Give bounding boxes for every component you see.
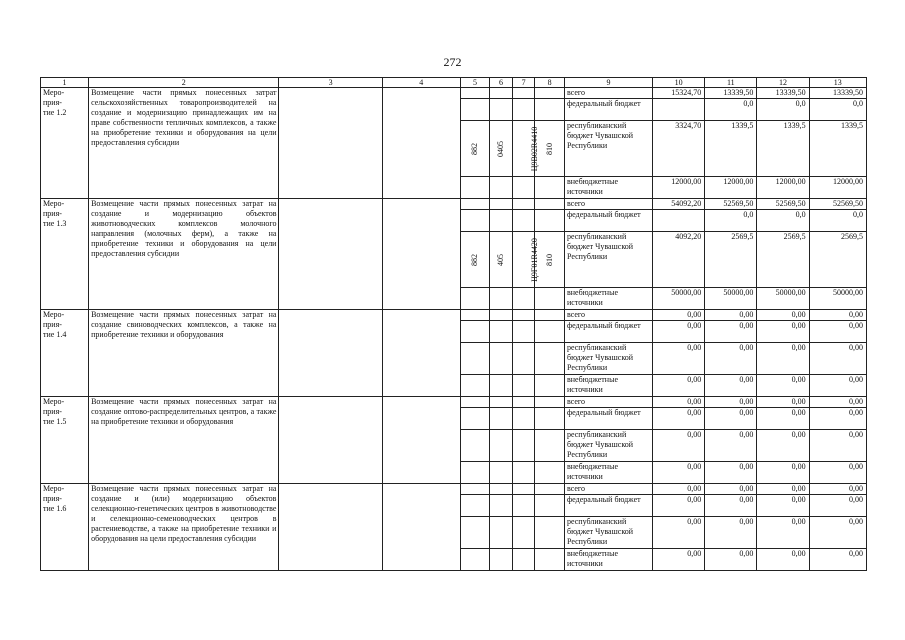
amount-cell: 0,00 bbox=[653, 549, 705, 571]
table-row bbox=[41, 397, 867, 408]
amount-cell: 0,00 bbox=[705, 462, 757, 484]
amount-cell bbox=[653, 210, 705, 232]
code-cell-rzpr bbox=[490, 288, 513, 310]
amount-cell: 0,00 bbox=[757, 310, 809, 321]
code-cell-rzpr bbox=[490, 343, 513, 375]
column-number: 10 bbox=[653, 78, 705, 88]
budget-table bbox=[40, 77, 867, 571]
column-number: 11 bbox=[705, 78, 757, 88]
table-body bbox=[41, 78, 867, 571]
code-cell-grbs bbox=[460, 549, 490, 571]
table-row bbox=[41, 88, 867, 99]
amount-cell: 0,00 bbox=[757, 495, 809, 517]
code-cell-rzpr bbox=[490, 210, 513, 232]
code-cell-vr bbox=[535, 310, 565, 321]
empty-cell bbox=[382, 199, 460, 310]
code-rzpr: 405 bbox=[496, 253, 506, 266]
code-grbs: 882 bbox=[469, 142, 479, 155]
code-cell-csr bbox=[512, 88, 535, 99]
amount-cell: 0,00 bbox=[809, 430, 866, 462]
amount-cell: 0,00 bbox=[653, 517, 705, 549]
code-cell-csr bbox=[512, 343, 535, 375]
code-cell-vr bbox=[535, 199, 565, 210]
amount-cell: 13339,50 bbox=[809, 88, 866, 99]
code-cell-rzpr bbox=[490, 375, 513, 397]
code-csr: Ц9В02R4410 bbox=[530, 126, 540, 171]
code-cell-csr bbox=[512, 397, 535, 408]
amount-cell: 0,00 bbox=[809, 517, 866, 549]
amount-cell: 0,00 bbox=[705, 517, 757, 549]
funding-source: республиканский бюджет Чувашской Республики bbox=[565, 232, 653, 288]
code-cell-csr bbox=[512, 321, 535, 343]
column-number: 4 bbox=[382, 78, 460, 88]
amount-cell: 0,00 bbox=[809, 343, 866, 375]
amount-cell: 0,00 bbox=[809, 549, 866, 571]
empty-cell bbox=[279, 88, 382, 199]
amount-cell: 50000,00 bbox=[705, 288, 757, 310]
code-cell-vr bbox=[535, 375, 565, 397]
funding-source: внебюджетные источники bbox=[565, 549, 653, 571]
funding-source: федеральный бюджет bbox=[565, 321, 653, 343]
code-cell-rzpr bbox=[490, 88, 513, 99]
activity-description: Возмещение части прямых понесенных затрат на создание свиноводческих комплексов, а также на приобретение техники и оборудования bbox=[89, 310, 279, 397]
code-cell-grbs bbox=[460, 430, 490, 462]
amount-cell: 54092,20 bbox=[653, 199, 705, 210]
funding-source: республиканский бюджет Чувашской Республики bbox=[565, 517, 653, 549]
code-cell-csr bbox=[512, 408, 535, 430]
code-cell-csr bbox=[512, 199, 535, 210]
code-cell-vr bbox=[535, 397, 565, 408]
code-cell-grbs bbox=[460, 121, 490, 177]
amount-cell: 0,00 bbox=[653, 375, 705, 397]
funding-source: внебюджетные источники bbox=[565, 375, 653, 397]
column-number: 8 bbox=[535, 78, 565, 88]
code-cell-vr bbox=[535, 484, 565, 495]
funding-source: федеральный бюджет bbox=[565, 495, 653, 517]
amount-cell: 0,00 bbox=[705, 484, 757, 495]
code-cell-grbs bbox=[460, 199, 490, 210]
amount-cell: 0,00 bbox=[809, 397, 866, 408]
amount-cell: 0,00 bbox=[705, 408, 757, 430]
amount-cell: 2569,5 bbox=[705, 232, 757, 288]
code-cell-grbs bbox=[460, 99, 490, 121]
amount-cell: 0,00 bbox=[757, 517, 809, 549]
amount-cell: 0,00 bbox=[653, 484, 705, 495]
amount-cell: 0,00 bbox=[653, 321, 705, 343]
table-row bbox=[41, 484, 867, 495]
code-cell-vr bbox=[535, 517, 565, 549]
code-cell-csr bbox=[512, 210, 535, 232]
amount-cell: 0,00 bbox=[653, 462, 705, 484]
empty-cell bbox=[382, 397, 460, 484]
column-number: 5 bbox=[460, 78, 490, 88]
funding-source: республиканский бюджет Чувашской Республики bbox=[565, 121, 653, 177]
amount-cell: 0,00 bbox=[705, 397, 757, 408]
amount-cell: 0,00 bbox=[757, 343, 809, 375]
code-cell-rzpr bbox=[490, 232, 513, 288]
empty-cell bbox=[382, 310, 460, 397]
code-cell-vr bbox=[535, 495, 565, 517]
code-cell-vr bbox=[535, 210, 565, 232]
amount-cell: 0,00 bbox=[757, 375, 809, 397]
empty-cell bbox=[279, 484, 382, 571]
code-cell-vr bbox=[535, 462, 565, 484]
amount-cell: 12000,00 bbox=[705, 177, 757, 199]
empty-cell bbox=[382, 88, 460, 199]
activity-label: Меро- прия- тие 1.5 bbox=[41, 397, 89, 484]
amount-cell: 4092,20 bbox=[653, 232, 705, 288]
activity-description: Возмещение части прямых понесенных затрат сельскохозяйственных товаропроизводителей на создание и модернизацию принадлежащих им на праве собственности тепличных комплексов, а также на приобретение техники и оборудования на цели предоставления субсидии bbox=[89, 88, 279, 199]
column-number: 9 bbox=[565, 78, 653, 88]
amount-cell bbox=[653, 99, 705, 121]
amount-cell: 0,00 bbox=[757, 549, 809, 571]
amount-cell: 0,00 bbox=[705, 343, 757, 375]
code-cell-vr bbox=[535, 177, 565, 199]
code-cell-grbs bbox=[460, 321, 490, 343]
amount-cell: 15324,70 bbox=[653, 88, 705, 99]
code-cell-vr bbox=[535, 99, 565, 121]
code-cell-vr bbox=[535, 288, 565, 310]
page-number: 272 bbox=[443, 55, 462, 69]
code-cell-grbs bbox=[460, 462, 490, 484]
code-cell-grbs bbox=[460, 495, 490, 517]
amount-cell: 0,00 bbox=[757, 462, 809, 484]
table-row bbox=[41, 310, 867, 321]
activity-label: Меро- прия- тие 1.4 bbox=[41, 310, 89, 397]
code-cell-vr bbox=[535, 88, 565, 99]
code-cell-grbs bbox=[460, 343, 490, 375]
amount-cell: 0,0 bbox=[705, 99, 757, 121]
amount-cell: 0,00 bbox=[809, 310, 866, 321]
code-cell-csr bbox=[512, 495, 535, 517]
amount-cell: 0,00 bbox=[705, 310, 757, 321]
empty-cell bbox=[382, 484, 460, 571]
amount-cell: 1339,5 bbox=[705, 121, 757, 177]
funding-source: республиканский бюджет Чувашской Республики bbox=[565, 430, 653, 462]
amount-cell: 50000,00 bbox=[757, 288, 809, 310]
amount-cell: 12000,00 bbox=[757, 177, 809, 199]
code-cell-grbs bbox=[460, 310, 490, 321]
amount-cell: 13339,50 bbox=[705, 88, 757, 99]
code-cell-vr bbox=[535, 343, 565, 375]
code-cell-csr bbox=[512, 99, 535, 121]
amount-cell: 0,00 bbox=[757, 321, 809, 343]
code-cell-grbs bbox=[460, 408, 490, 430]
code-cell-rzpr bbox=[490, 517, 513, 549]
funding-source: всего bbox=[565, 397, 653, 408]
amount-cell: 2569,5 bbox=[757, 232, 809, 288]
code-cell-csr bbox=[512, 517, 535, 549]
amount-cell: 0,00 bbox=[809, 375, 866, 397]
code-cell-csr bbox=[512, 484, 535, 495]
amount-cell: 52569,50 bbox=[809, 199, 866, 210]
amount-cell: 0,0 bbox=[757, 99, 809, 121]
amount-cell: 12000,00 bbox=[809, 177, 866, 199]
code-cell-rzpr bbox=[490, 310, 513, 321]
code-cell-vr bbox=[535, 549, 565, 571]
funding-source: федеральный бюджет bbox=[565, 408, 653, 430]
code-cell-csr bbox=[512, 430, 535, 462]
amount-cell: 0,00 bbox=[705, 430, 757, 462]
amount-cell: 0,00 bbox=[705, 375, 757, 397]
code-cell-rzpr bbox=[490, 408, 513, 430]
activity-description: Возмещение части прямых понесенных затрат на создание и (или) модернизацию объектов селекционно-генетических центров в животноводстве и селекционно-семеноводческих центров в растениеводстве, а также на приобретение техники и оборудования на цели предоставления субсидии bbox=[89, 484, 279, 571]
amount-cell: 13339,50 bbox=[757, 88, 809, 99]
amount-cell: 50000,00 bbox=[653, 288, 705, 310]
code-cell-csr bbox=[512, 549, 535, 571]
amount-cell: 0,00 bbox=[757, 397, 809, 408]
code-grbs: 882 bbox=[469, 253, 479, 266]
amount-cell: 2569,5 bbox=[809, 232, 866, 288]
amount-cell: 0,0 bbox=[757, 210, 809, 232]
amount-cell: 0,00 bbox=[809, 462, 866, 484]
code-cell-grbs bbox=[460, 177, 490, 199]
amount-cell: 0,00 bbox=[705, 495, 757, 517]
code-cell-csr bbox=[512, 288, 535, 310]
funding-source: внебюджетные источники bbox=[565, 288, 653, 310]
funding-source: внебюджетные источники bbox=[565, 462, 653, 484]
amount-cell: 52569,50 bbox=[757, 199, 809, 210]
amount-cell: 3324,70 bbox=[653, 121, 705, 177]
code-cell-rzpr bbox=[490, 177, 513, 199]
amount-cell: 0,00 bbox=[653, 343, 705, 375]
amount-cell: 0,00 bbox=[653, 408, 705, 430]
amount-cell: 50000,00 bbox=[809, 288, 866, 310]
code-rzpr: 0405 bbox=[496, 140, 506, 157]
code-cell-grbs bbox=[460, 517, 490, 549]
column-number: 12 bbox=[757, 78, 809, 88]
amount-cell: 0,0 bbox=[705, 210, 757, 232]
funding-source: федеральный бюджет bbox=[565, 210, 653, 232]
amount-cell: 0,00 bbox=[653, 495, 705, 517]
activity-description: Возмещение части прямых понесенных затрат на создание оптово-распределительных центров, а также на приобретение техники и оборудования bbox=[89, 397, 279, 484]
amount-cell: 0,00 bbox=[705, 549, 757, 571]
code-cell-rzpr bbox=[490, 397, 513, 408]
code-cell-grbs bbox=[460, 484, 490, 495]
funding-source: республиканский бюджет Чувашской Республики bbox=[565, 343, 653, 375]
activity-label: Меро- прия- тие 1.2 bbox=[41, 88, 89, 199]
funding-source: федеральный бюджет bbox=[565, 99, 653, 121]
code-cell-vr bbox=[535, 321, 565, 343]
code-cell-rzpr bbox=[490, 495, 513, 517]
empty-cell bbox=[279, 310, 382, 397]
code-cell-csr bbox=[512, 310, 535, 321]
activity-label: Меро- прия- тие 1.6 bbox=[41, 484, 89, 571]
amount-cell: 52569,50 bbox=[705, 199, 757, 210]
amount-cell: 12000,00 bbox=[653, 177, 705, 199]
activity-description: Возмещение части прямых понесенных затрат на создание и модернизацию объектов животноводческих комплексов молочного направления (молочных ферм), а также на приобретение техники и оборудования на цели предоставления субсидии bbox=[89, 199, 279, 310]
code-cell-grbs bbox=[460, 232, 490, 288]
column-number: 2 bbox=[89, 78, 279, 88]
amount-cell: 0,0 bbox=[809, 210, 866, 232]
funding-source: всего bbox=[565, 88, 653, 99]
code-cell-rzpr bbox=[490, 484, 513, 495]
funding-source: внебюджетные источники bbox=[565, 177, 653, 199]
code-vr: 810 bbox=[544, 253, 554, 266]
code-cell-rzpr bbox=[490, 199, 513, 210]
code-cell-csr bbox=[512, 375, 535, 397]
code-cell-grbs bbox=[460, 375, 490, 397]
code-csr: Ц9Г01R4420 bbox=[529, 237, 539, 282]
code-cell-csr bbox=[512, 462, 535, 484]
code-cell-grbs bbox=[460, 397, 490, 408]
funding-source: всего bbox=[565, 199, 653, 210]
column-number: 13 bbox=[809, 78, 866, 88]
column-number: 3 bbox=[279, 78, 382, 88]
code-cell-rzpr bbox=[490, 321, 513, 343]
code-cell-grbs bbox=[460, 210, 490, 232]
amount-cell: 0,00 bbox=[705, 321, 757, 343]
amount-cell: 0,00 bbox=[809, 408, 866, 430]
column-number: 7 bbox=[512, 78, 535, 88]
code-cell-rzpr bbox=[490, 549, 513, 571]
column-number: 6 bbox=[490, 78, 513, 88]
code-cell-rzpr bbox=[490, 121, 513, 177]
amount-cell: 1339,5 bbox=[809, 121, 866, 177]
code-cell-rzpr bbox=[490, 99, 513, 121]
code-cell-rzpr bbox=[490, 462, 513, 484]
code-cell-csr bbox=[512, 121, 540, 177]
amount-cell: 0,00 bbox=[757, 484, 809, 495]
empty-cell bbox=[279, 199, 382, 310]
amount-cell: 1339,5 bbox=[757, 121, 809, 177]
amount-cell: 0,00 bbox=[653, 310, 705, 321]
code-cell-rzpr bbox=[490, 430, 513, 462]
funding-source: всего bbox=[565, 310, 653, 321]
code-cell-vr bbox=[535, 430, 565, 462]
code-cell-grbs bbox=[460, 88, 490, 99]
amount-cell: 0,00 bbox=[653, 430, 705, 462]
column-number-row bbox=[41, 78, 867, 88]
amount-cell: 0,00 bbox=[757, 430, 809, 462]
amount-cell: 0,00 bbox=[809, 484, 866, 495]
funding-source: всего bbox=[565, 484, 653, 495]
code-cell-grbs bbox=[460, 288, 490, 310]
code-vr: 810 bbox=[544, 142, 554, 155]
empty-cell bbox=[279, 397, 382, 484]
amount-cell: 0,00 bbox=[653, 397, 705, 408]
code-cell-csr bbox=[512, 232, 539, 288]
amount-cell: 0,00 bbox=[809, 495, 866, 517]
code-cell-vr bbox=[535, 408, 565, 430]
table-row bbox=[41, 199, 867, 210]
column-number: 1 bbox=[41, 78, 89, 88]
amount-cell: 0,00 bbox=[757, 408, 809, 430]
amount-cell: 0,0 bbox=[809, 99, 866, 121]
amount-cell: 0,00 bbox=[809, 321, 866, 343]
activity-label: Меро- прия- тие 1.3 bbox=[41, 199, 89, 310]
code-cell-csr bbox=[512, 177, 535, 199]
